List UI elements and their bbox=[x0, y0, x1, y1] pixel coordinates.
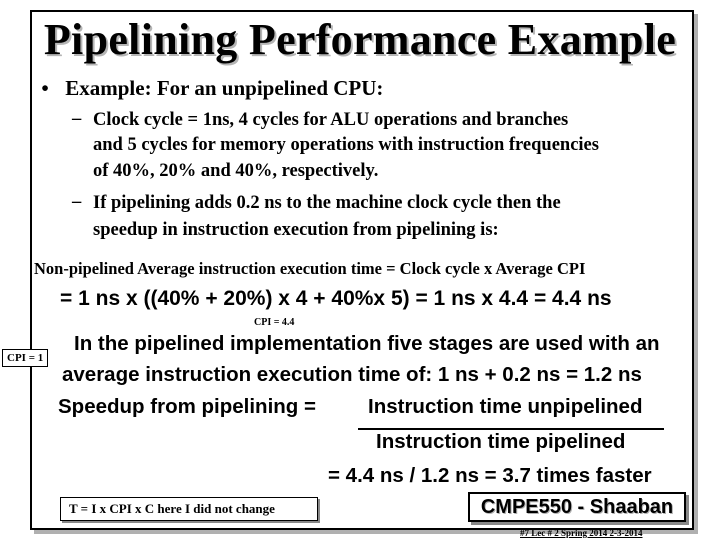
slide-footer: #7 Lec # 2 Spring 2014 2-3-2014 bbox=[520, 528, 643, 538]
result-line: = 4.4 ns / 1.2 ns = 3.7 times faster bbox=[328, 464, 652, 487]
main-bullet bbox=[30, 76, 383, 101]
main-bullet-text: Example: For an unpipelined CPU: bbox=[65, 76, 384, 100]
fraction-numerator: Instruction time unpipelined bbox=[368, 395, 643, 418]
cpi-one-label: CPI = 1 bbox=[2, 349, 48, 367]
pipelined-line-2: average instruction execution time of: 1 ns + 0.2 ns = 1.2 ns bbox=[62, 363, 642, 386]
sub-bullet-1-line-3: of 40%, 20% and 40%, respectively. bbox=[93, 161, 379, 181]
definition-line: Non-pipelined Average instruction execution time = Clock cycle x Average CPI bbox=[34, 259, 586, 278]
sub-bullet-dash-2: – bbox=[72, 192, 82, 212]
sub-bullet-2-line-1: If pipelining adds 0.2 ns to the machine clock cycle then the bbox=[93, 193, 561, 213]
bullet-dot-icon: • bbox=[41, 76, 49, 100]
sub-bullet-2-line-2: speedup in instruction execution from pipelining is: bbox=[93, 220, 499, 240]
sub-bullet-dash-1: – bbox=[72, 109, 82, 129]
speedup-label: Speedup from pipelining = bbox=[58, 395, 316, 418]
sub-bullet-1-line-1: Clock cycle = 1ns, 4 cycles for ALU operations and branches bbox=[93, 110, 569, 130]
slide-title: Pipelining Performance Example bbox=[43, 15, 677, 64]
fraction-denominator: Instruction time pipelined bbox=[376, 430, 626, 453]
note-box: T = I x CPI x C here I did not change bbox=[60, 497, 318, 521]
pipelined-line-1: In the pipelined implementation five stages are used with an bbox=[74, 332, 660, 355]
cpi-note: CPI = 4.4 bbox=[254, 317, 295, 328]
course-badge: CMPE550 - Shaaban bbox=[468, 492, 686, 522]
sub-bullet-1-line-2: and 5 cycles for memory operations with instruction frequencies bbox=[93, 135, 599, 155]
calculation-line: = 1 ns x ((40% + 20%) x 4 + 40%x 5) = 1 ns x 4.4 = 4.4 ns bbox=[60, 287, 612, 310]
